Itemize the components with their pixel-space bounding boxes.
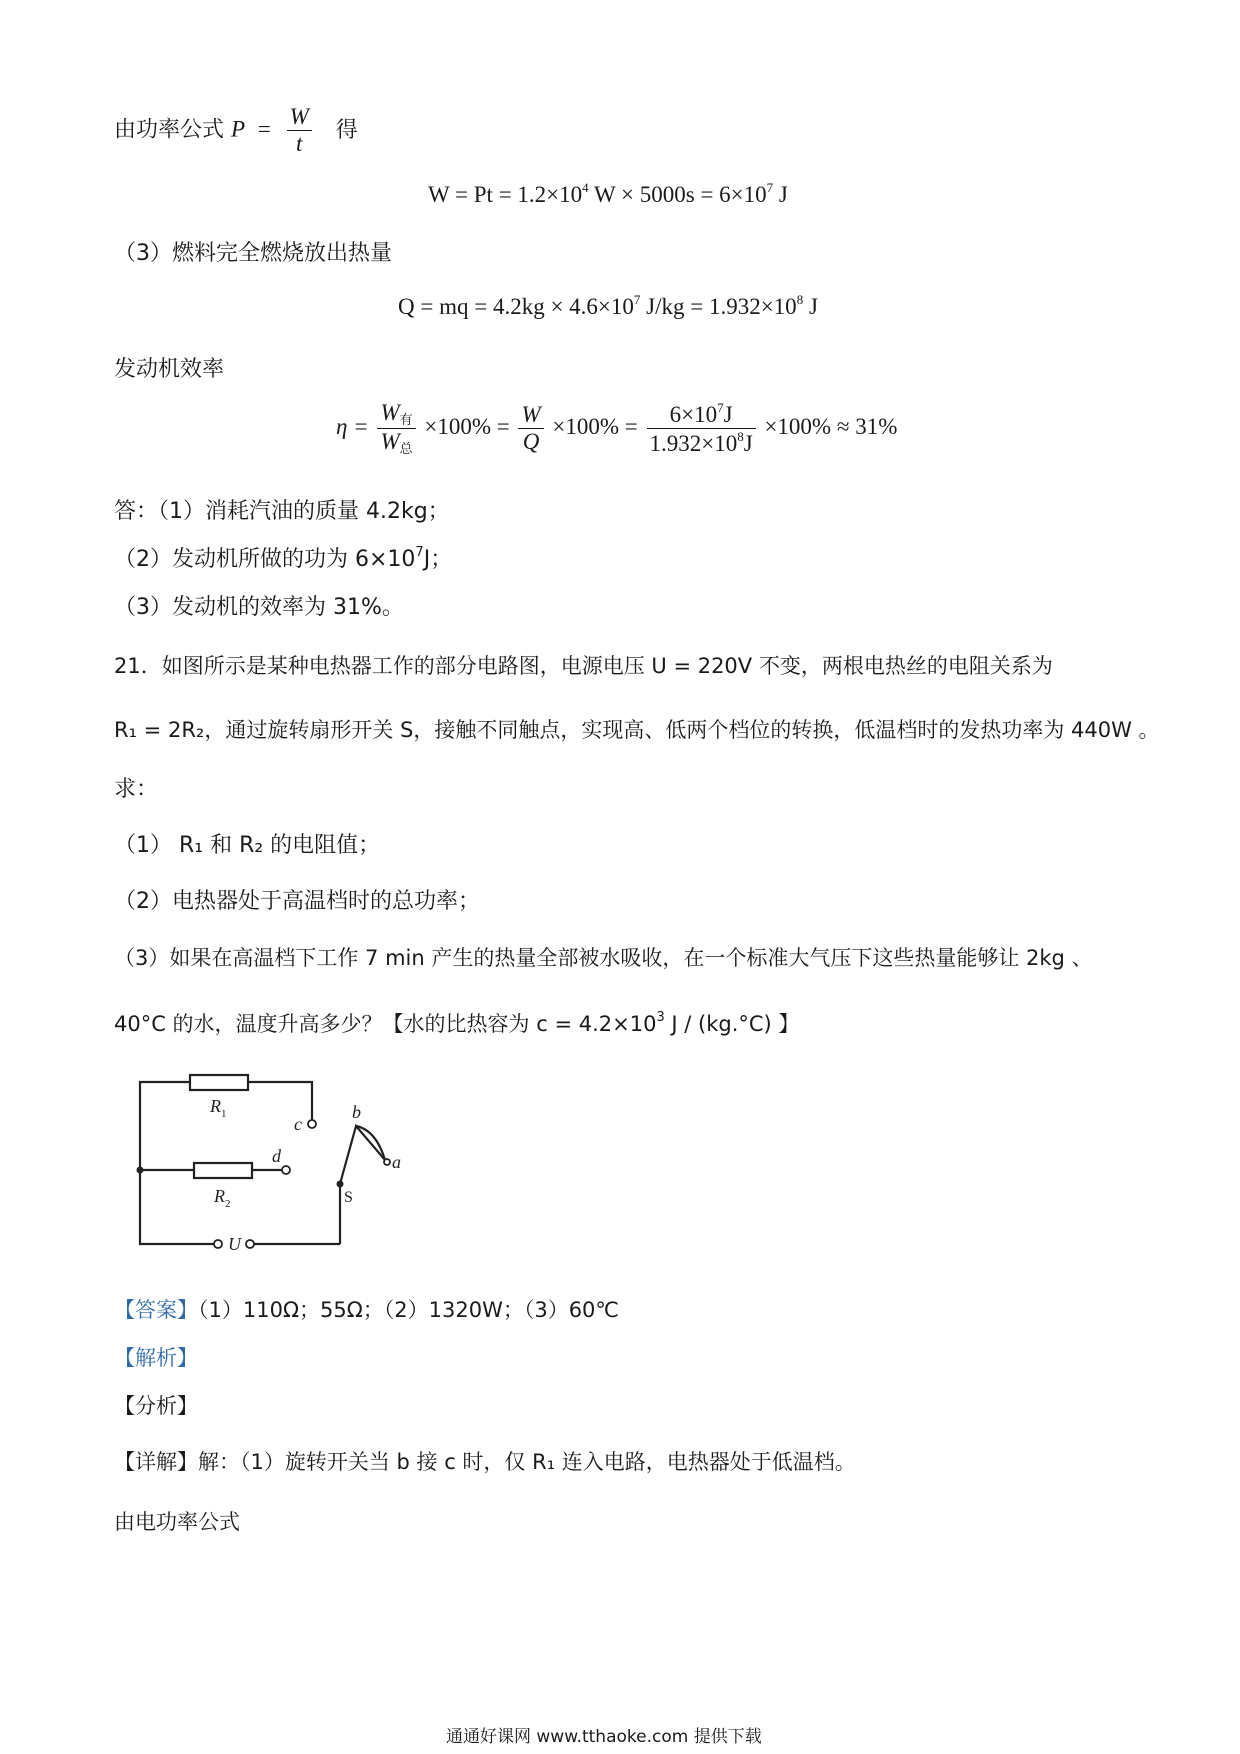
label-b: b xyxy=(352,1102,361,1122)
contact-d-terminal xyxy=(282,1166,290,1174)
answer-line-3: （3）发动机的效率为 31%。 xyxy=(114,595,404,620)
heat-equation: Q = mq = $4.2kg \times 4.6\times 10^7$ $J/kg = 1.932\times 10^8$ J xyxy=(398,292,818,319)
label-c: c xyxy=(294,1114,302,1134)
wire-top xyxy=(140,1082,190,1170)
power-formula-lhs: P xyxy=(231,116,246,142)
efficiency-equation: η = $\frac{W_有}{W_总}$ ×100% = $\frac{W}{Q}$ ×100% = $\frac{6\times 10^7J}{1.932\times 10^8J}$ ×100% ≈ 31% xyxy=(336,400,898,457)
equals-sign: = xyxy=(252,116,277,142)
contact-a-terminal xyxy=(384,1159,390,1165)
source-terminal-left xyxy=(214,1240,222,1248)
efficiency-label: 发动机效率 xyxy=(114,357,225,382)
label-s: S xyxy=(344,1189,353,1206)
power-formula-label: 由电功率公式 xyxy=(114,1510,240,1534)
resistor-r2 xyxy=(194,1163,252,1178)
label-u: U xyxy=(228,1234,241,1254)
fraction-values: $\frac{6\times 10^7J}{1.932\times 10^8J}$ xyxy=(647,400,756,457)
q21-sub-2: （2）电热器处于高温档时的总功率； xyxy=(114,889,480,914)
resistor-r1 xyxy=(190,1075,248,1090)
label-r1: $R_1$ xyxy=(210,1096,227,1120)
fraction-w-q: $\frac{W}{Q}$ xyxy=(518,402,543,455)
contact-c-terminal xyxy=(308,1120,316,1128)
fenxi-tag: 【分析】 xyxy=(114,1394,198,1418)
q21-line-2: R₁ = 2R₂，通过旋转扇形开关 S，接触不同触点，实现高、低两个档位的转换，低温档时的发热功率为 440W 。 xyxy=(114,718,1160,742)
q21-sub-3: （3）如果在高温档下工作 7 min 产生的热量全部被水吸收，在一个标准大气压下这些热量能够让 2kg 、 xyxy=(114,946,1093,970)
q21-line-1: 21．如图所示是某种电热器工作的部分电路图，电源电压 U = 220V 不变，两根电热丝的电阻关系为 xyxy=(114,654,1053,678)
q21-line-3: 求： xyxy=(114,777,159,802)
fraction-useful-total: $\frac{W_有}{W_总}$ xyxy=(377,400,415,457)
switch-pivot-dot xyxy=(337,1181,344,1188)
detail-tag: 【详解】 xyxy=(114,1450,198,1474)
step3-label: （3）燃料完全燃烧放出热量 xyxy=(114,241,392,266)
junction-dot xyxy=(137,1167,144,1174)
source-terminal-right xyxy=(246,1240,254,1248)
circuit-diagram xyxy=(130,1068,430,1268)
answer-line-2: （2）发动机所做的功为 $6\times 10^7J$； xyxy=(114,545,453,572)
wire-bottom-left xyxy=(140,1170,214,1244)
label-d: d xyxy=(272,1146,281,1166)
footer-watermark: 通通好课网 www.tthaoke.com 提供下载 xyxy=(446,1727,762,1747)
answer-tag: 【答案】 xyxy=(114,1298,198,1322)
wire-top-right xyxy=(248,1082,312,1122)
label-r2: $R_2$ xyxy=(214,1186,231,1210)
analysis-tag: 【解析】 xyxy=(114,1346,198,1370)
answer-text: （1）110Ω；55Ω；（2）1320W；（3）60℃ xyxy=(198,1298,619,1322)
work-equation: $W = Pt = 1.2\times 10^4$ $W \times 5000s = 6\times 10^7$ J xyxy=(428,180,788,207)
label-a: a xyxy=(392,1152,401,1172)
q21-sub-3b: 40°C 的水，温度升高多少？【水的比热容为 $c = 4.2\times 10^3$ J / (kg.°C) 】 xyxy=(114,1010,800,1036)
answer-line-1: 答：（1）消耗汽油的质量 4.2kg； xyxy=(114,499,450,524)
power-formula-tail: 得 xyxy=(335,117,358,143)
answer-row xyxy=(114,1294,619,1324)
power-formula-intro: 由功率公式 xyxy=(114,117,225,143)
q21-sub-1: （1） R₁ 和 R₂ 的电阻值； xyxy=(114,833,381,858)
sector-switch xyxy=(340,1126,385,1184)
power-formula-line xyxy=(114,104,358,157)
detail-row xyxy=(114,1446,856,1476)
power-formula-fraction: $\frac{W}{t}$ xyxy=(287,104,312,157)
detail-text: 解：（1）旋转开关当 b 接 c 时，仅 R₁ 连入电路，电热器处于低温档。 xyxy=(198,1450,856,1474)
